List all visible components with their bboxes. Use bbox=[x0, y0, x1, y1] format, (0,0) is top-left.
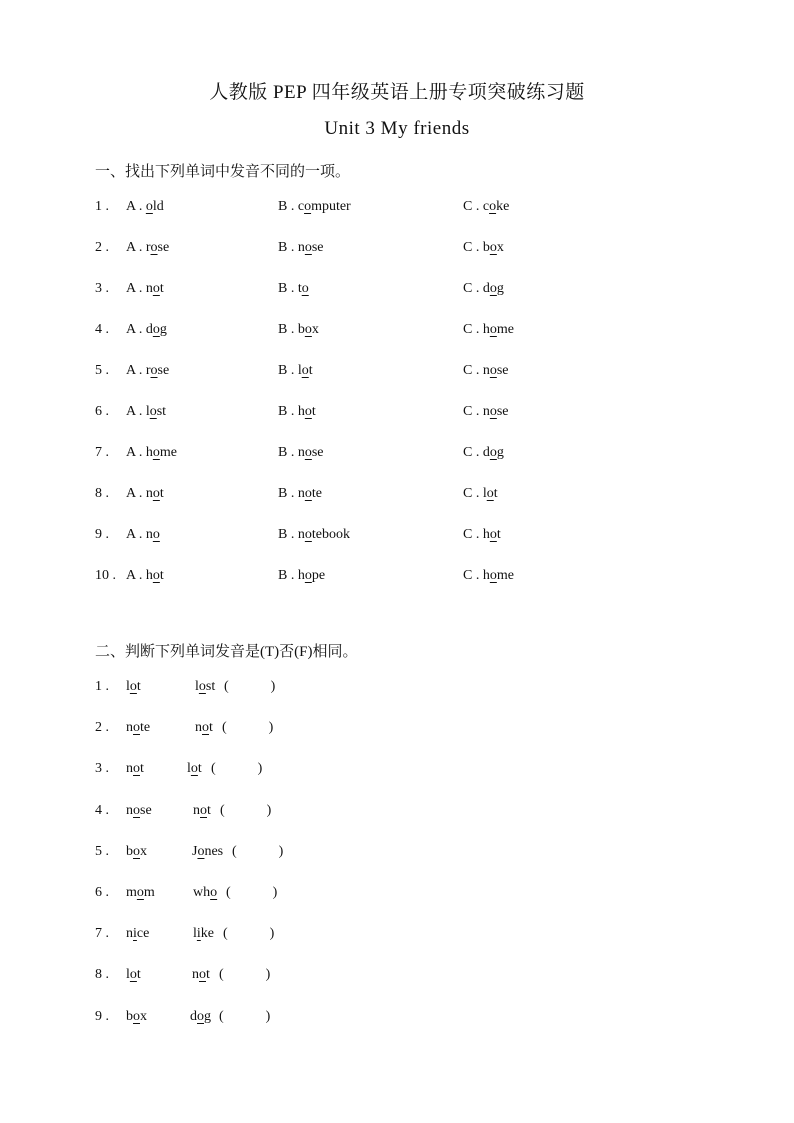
option-a bbox=[126, 527, 160, 543]
answer-blank[interactable]: ( ) bbox=[219, 967, 271, 983]
word-suffix: m bbox=[143, 885, 155, 900]
word-prefix: n bbox=[482, 363, 490, 378]
judge-row bbox=[95, 885, 735, 909]
word-prefix: h bbox=[297, 568, 305, 583]
question-number: 10 . bbox=[95, 568, 116, 583]
option-label: A . bbox=[126, 322, 143, 337]
word-suffix: t bbox=[493, 486, 498, 501]
option-label: B . bbox=[278, 240, 295, 255]
option-label: A . bbox=[126, 486, 143, 501]
option-a bbox=[126, 486, 164, 502]
underlined-letter: o bbox=[136, 885, 144, 900]
question-number: 5 . bbox=[95, 363, 109, 378]
word-prefix: n bbox=[145, 281, 153, 296]
option-c bbox=[463, 486, 498, 502]
first-word bbox=[126, 885, 155, 901]
judge-row bbox=[95, 926, 735, 950]
answer-blank[interactable]: ( ) bbox=[220, 802, 272, 818]
word-suffix: se bbox=[496, 363, 509, 378]
option-a bbox=[126, 445, 177, 461]
option-label: C . bbox=[463, 568, 480, 583]
option-label: B . bbox=[278, 322, 295, 337]
question-number: 6 . bbox=[95, 885, 109, 900]
question-row bbox=[95, 322, 735, 346]
word-suffix: tebook bbox=[311, 527, 350, 542]
word-prefix: h bbox=[297, 404, 305, 419]
option-label: C . bbox=[463, 363, 480, 378]
word-prefix: m bbox=[126, 885, 137, 900]
option-b bbox=[278, 322, 319, 338]
option-label: B . bbox=[278, 486, 295, 501]
option-label: A . bbox=[126, 445, 143, 460]
underlined-letter: o bbox=[190, 761, 198, 777]
option-label: B . bbox=[278, 445, 295, 460]
judge-row bbox=[95, 679, 735, 703]
word-prefix: n bbox=[126, 720, 133, 736]
underlined-letter: o bbox=[304, 404, 312, 419]
second-word bbox=[195, 720, 213, 736]
word-suffix: ke bbox=[200, 926, 214, 942]
underlined-letter: o bbox=[301, 363, 309, 378]
option-a bbox=[126, 322, 167, 338]
word-prefix: c bbox=[297, 199, 305, 214]
option-c bbox=[463, 404, 509, 420]
question-row bbox=[95, 281, 735, 305]
answer-blank[interactable]: ( ) bbox=[223, 926, 275, 942]
word-prefix: n bbox=[126, 761, 133, 777]
word-suffix: se bbox=[157, 240, 170, 255]
option-b bbox=[278, 568, 325, 584]
answer-blank[interactable]: ( ) bbox=[211, 761, 263, 777]
underlined-letter: o bbox=[152, 527, 160, 542]
second-word bbox=[193, 926, 214, 942]
question-row bbox=[95, 240, 735, 264]
question-number: 2 . bbox=[95, 240, 109, 255]
question-number: 1 . bbox=[95, 679, 109, 694]
option-label: A . bbox=[126, 527, 143, 542]
option-b bbox=[278, 404, 316, 420]
option-b bbox=[278, 527, 350, 543]
underlined-letter: o bbox=[304, 199, 312, 214]
word-prefix: l bbox=[187, 761, 191, 777]
word-suffix: g bbox=[204, 1008, 211, 1024]
first-word bbox=[126, 926, 149, 942]
underlined-letter: o bbox=[133, 720, 140, 736]
second-word bbox=[192, 967, 210, 983]
underlined-letter: o bbox=[489, 568, 497, 583]
underlined-letter: o bbox=[489, 404, 497, 419]
question-number: 4 . bbox=[95, 802, 109, 818]
underlined-letter: o bbox=[304, 568, 312, 583]
word-prefix: wh bbox=[193, 885, 211, 900]
option-label: C . bbox=[463, 527, 480, 542]
option-label: B . bbox=[278, 363, 295, 378]
question-number: 3 . bbox=[95, 761, 109, 777]
word-suffix: se bbox=[140, 802, 152, 818]
option-a bbox=[126, 568, 164, 584]
word-suffix: t bbox=[308, 363, 313, 378]
first-word bbox=[126, 967, 141, 983]
word-suffix: te bbox=[311, 486, 322, 501]
underlined-letter: o bbox=[486, 486, 494, 501]
word-suffix: x bbox=[496, 240, 504, 255]
first-word bbox=[126, 803, 152, 819]
underlined-letter: o bbox=[133, 843, 140, 859]
underlined-letter: o bbox=[145, 199, 153, 214]
word-prefix: r bbox=[145, 240, 151, 255]
underlined-letter: o bbox=[133, 802, 140, 818]
word-prefix: n bbox=[145, 486, 153, 501]
option-label: B . bbox=[278, 568, 295, 583]
underlined-letter: o bbox=[150, 240, 158, 255]
option-label: C . bbox=[463, 199, 480, 214]
option-label: C . bbox=[463, 404, 480, 419]
word-prefix: l bbox=[297, 363, 302, 378]
underlined-letter: o bbox=[489, 240, 497, 255]
option-c bbox=[463, 363, 509, 379]
word-suffix: me bbox=[496, 322, 514, 337]
word-prefix: b bbox=[126, 843, 133, 859]
option-a bbox=[126, 199, 164, 215]
underlined-letter: o bbox=[149, 404, 157, 419]
judge-row bbox=[95, 803, 735, 827]
word-suffix: se bbox=[496, 404, 509, 419]
question-number: 6 . bbox=[95, 404, 109, 419]
option-b bbox=[278, 363, 313, 379]
option-c bbox=[463, 281, 504, 297]
underlined-letter: o bbox=[301, 281, 309, 296]
word-prefix: l bbox=[193, 926, 197, 942]
word-suffix: me bbox=[496, 568, 514, 583]
underlined-letter: i bbox=[196, 926, 201, 942]
word-prefix: l bbox=[195, 679, 199, 694]
option-c bbox=[463, 199, 509, 215]
underlined-letter: o bbox=[133, 1008, 140, 1024]
option-label: C . bbox=[463, 445, 480, 460]
option-b bbox=[278, 240, 324, 256]
underlined-letter: o bbox=[198, 679, 206, 694]
underlined-letter: o bbox=[489, 322, 497, 337]
underlined-letter: o bbox=[152, 568, 160, 583]
option-b bbox=[278, 199, 351, 215]
first-word bbox=[126, 679, 141, 695]
underlined-letter: o bbox=[199, 967, 206, 983]
word-prefix: n bbox=[297, 445, 305, 460]
question-row bbox=[95, 527, 735, 551]
underlined-letter: o bbox=[304, 445, 312, 460]
word-suffix: t bbox=[207, 802, 211, 818]
answer-blank[interactable]: ( ) bbox=[222, 720, 274, 736]
word-prefix: n bbox=[192, 967, 199, 983]
word-prefix: n bbox=[482, 404, 490, 419]
option-b bbox=[278, 486, 322, 502]
word-suffix: t bbox=[136, 967, 141, 983]
underlined-letter: o bbox=[152, 281, 160, 296]
first-word bbox=[126, 720, 150, 736]
word-prefix: l bbox=[145, 404, 150, 419]
underlined-letter: o bbox=[197, 1008, 204, 1024]
second-word bbox=[193, 885, 217, 901]
word-prefix: n bbox=[193, 802, 200, 818]
word-prefix: d bbox=[145, 322, 153, 337]
word-suffix: t bbox=[496, 527, 501, 542]
underlined-letter: o bbox=[489, 445, 497, 460]
word-prefix: n bbox=[297, 486, 305, 501]
question-number: 2 . bbox=[95, 720, 109, 736]
question-number: 7 . bbox=[95, 445, 109, 460]
word-suffix: g bbox=[496, 445, 504, 460]
underlined-letter: o bbox=[210, 885, 218, 900]
underlined-letter: o bbox=[304, 527, 312, 542]
underlined-letter: o bbox=[489, 363, 497, 378]
question-row bbox=[95, 404, 735, 428]
word-suffix: te bbox=[140, 720, 151, 736]
underlined-letter: o bbox=[202, 720, 209, 736]
question-number: 8 . bbox=[95, 967, 109, 983]
judge-row bbox=[95, 1009, 735, 1033]
question-row bbox=[95, 363, 735, 387]
first-word bbox=[126, 1009, 147, 1025]
word-suffix: x bbox=[311, 322, 319, 337]
word-prefix: b bbox=[126, 1008, 133, 1024]
question-number: 9 . bbox=[95, 527, 109, 542]
word-prefix: t bbox=[297, 281, 302, 296]
word-prefix: n bbox=[297, 527, 305, 542]
question-row bbox=[95, 445, 735, 469]
question-number: 3 . bbox=[95, 281, 109, 296]
word-suffix: x bbox=[140, 1008, 147, 1024]
first-word bbox=[126, 844, 147, 860]
page-title: 人教版 PEP 四年级英语上册专项突破练习题 bbox=[209, 82, 585, 103]
word-suffix: se bbox=[311, 240, 324, 255]
option-c bbox=[463, 527, 501, 543]
underlined-letter: o bbox=[129, 967, 137, 983]
word-suffix: t bbox=[136, 679, 141, 694]
underlined-letter: o bbox=[200, 802, 207, 818]
option-label: A . bbox=[126, 404, 143, 419]
answer-blank[interactable]: ( ) bbox=[219, 1008, 271, 1024]
word-prefix: h bbox=[482, 322, 490, 337]
second-word bbox=[187, 761, 202, 777]
option-a bbox=[126, 240, 169, 256]
word-prefix: h bbox=[482, 527, 490, 542]
option-label: C . bbox=[463, 322, 480, 337]
question-number: 9 . bbox=[95, 1008, 109, 1024]
word-prefix: d bbox=[482, 281, 490, 296]
judge-row bbox=[95, 844, 735, 868]
word-suffix: t bbox=[197, 761, 202, 777]
word-suffix: t bbox=[159, 486, 164, 501]
underlined-letter: o bbox=[489, 527, 497, 542]
word-suffix: ce bbox=[136, 926, 150, 942]
underlined-letter: i bbox=[133, 926, 137, 942]
word-suffix: mputer bbox=[311, 199, 351, 214]
answer-blank[interactable]: ( ) bbox=[232, 843, 284, 859]
option-b bbox=[278, 281, 309, 297]
underlined-letter: o bbox=[304, 486, 312, 501]
question-number: 1 . bbox=[95, 199, 109, 214]
question-row bbox=[95, 568, 735, 592]
judge-row bbox=[95, 720, 735, 744]
option-b bbox=[278, 445, 324, 461]
question-row bbox=[95, 486, 735, 510]
word-suffix: g bbox=[496, 281, 504, 296]
option-label: A . bbox=[126, 363, 143, 378]
second-word bbox=[190, 1009, 211, 1025]
word-prefix: b bbox=[482, 240, 490, 255]
question-row bbox=[95, 199, 735, 223]
second-word bbox=[192, 844, 223, 860]
word-prefix: n bbox=[297, 240, 305, 255]
word-prefix: r bbox=[145, 363, 151, 378]
word-prefix: l bbox=[482, 486, 487, 501]
option-c bbox=[463, 322, 514, 338]
word-suffix: me bbox=[159, 445, 177, 460]
underlined-letter: o bbox=[152, 322, 160, 337]
underlined-letter: o bbox=[304, 322, 312, 337]
question-number: 4 . bbox=[95, 322, 109, 337]
option-label: C . bbox=[463, 240, 480, 255]
underlined-letter: o bbox=[150, 363, 158, 378]
word-suffix: g bbox=[159, 322, 167, 337]
option-label: B . bbox=[278, 527, 295, 542]
underlined-letter: o bbox=[133, 761, 140, 777]
word-prefix: d bbox=[190, 1008, 197, 1024]
question-number: 7 . bbox=[95, 926, 109, 942]
underlined-letter: o bbox=[197, 843, 205, 859]
option-label: C . bbox=[463, 281, 480, 296]
word-prefix: b bbox=[297, 322, 305, 337]
underlined-letter: o bbox=[489, 281, 497, 296]
first-word bbox=[126, 761, 144, 777]
underlined-letter: o bbox=[489, 199, 497, 214]
word-suffix: x bbox=[140, 843, 147, 859]
section-2-heading: 二、判断下列单词发音是(T)否(F)相同。 bbox=[95, 644, 358, 660]
word-suffix: t bbox=[159, 281, 164, 296]
word-prefix: h bbox=[145, 568, 153, 583]
option-label: A . bbox=[126, 240, 143, 255]
page-subtitle: Unit 3 My friends bbox=[324, 118, 470, 139]
option-label: A . bbox=[126, 568, 143, 583]
word-prefix: c bbox=[482, 199, 490, 214]
word-suffix: se bbox=[157, 363, 170, 378]
question-number: 8 . bbox=[95, 486, 109, 501]
word-prefix: d bbox=[482, 445, 490, 460]
underlined-letter: o bbox=[129, 679, 137, 694]
word-prefix: l bbox=[126, 967, 130, 983]
option-c bbox=[463, 240, 504, 256]
answer-blank[interactable]: ( ) bbox=[226, 885, 278, 900]
word-prefix: n bbox=[145, 527, 153, 542]
option-a bbox=[126, 281, 164, 297]
underlined-letter: o bbox=[152, 486, 160, 501]
underlined-letter: o bbox=[304, 240, 312, 255]
section-1-heading: 一、找出下列单词中发音不同的一项。 bbox=[95, 164, 351, 180]
question-number: 5 . bbox=[95, 843, 109, 859]
second-word bbox=[195, 679, 215, 695]
option-c bbox=[463, 568, 514, 584]
word-suffix: st bbox=[205, 679, 216, 694]
word-prefix: n bbox=[126, 926, 133, 942]
word-prefix: l bbox=[126, 679, 130, 694]
judge-row bbox=[95, 967, 735, 991]
word-suffix: t bbox=[311, 404, 316, 419]
word-suffix: t bbox=[209, 720, 213, 736]
option-a bbox=[126, 404, 166, 420]
option-label: A . bbox=[126, 199, 143, 214]
option-label: C . bbox=[463, 486, 480, 501]
option-a bbox=[126, 363, 169, 379]
word-suffix: pe bbox=[311, 568, 326, 583]
word-suffix: ld bbox=[152, 199, 164, 214]
word-prefix: h bbox=[145, 445, 153, 460]
word-suffix: st bbox=[156, 404, 167, 419]
word-prefix: J bbox=[192, 843, 198, 859]
option-c bbox=[463, 445, 504, 461]
word-prefix: n bbox=[195, 720, 202, 736]
word-suffix: t bbox=[159, 568, 164, 583]
judge-row bbox=[95, 761, 735, 785]
option-label: B . bbox=[278, 404, 295, 419]
word-suffix: t bbox=[206, 967, 210, 983]
option-label: A . bbox=[126, 281, 143, 296]
word-suffix: se bbox=[311, 445, 324, 460]
option-label: B . bbox=[278, 199, 295, 214]
underlined-letter: o bbox=[152, 445, 160, 460]
answer-blank[interactable]: ( ) bbox=[224, 679, 276, 694]
second-word bbox=[193, 803, 211, 819]
word-suffix: t bbox=[140, 761, 144, 777]
word-suffix: ke bbox=[496, 199, 510, 214]
word-suffix: nes bbox=[204, 843, 224, 859]
word-prefix: n bbox=[126, 802, 133, 818]
option-label: B . bbox=[278, 281, 295, 296]
word-prefix: h bbox=[482, 568, 490, 583]
